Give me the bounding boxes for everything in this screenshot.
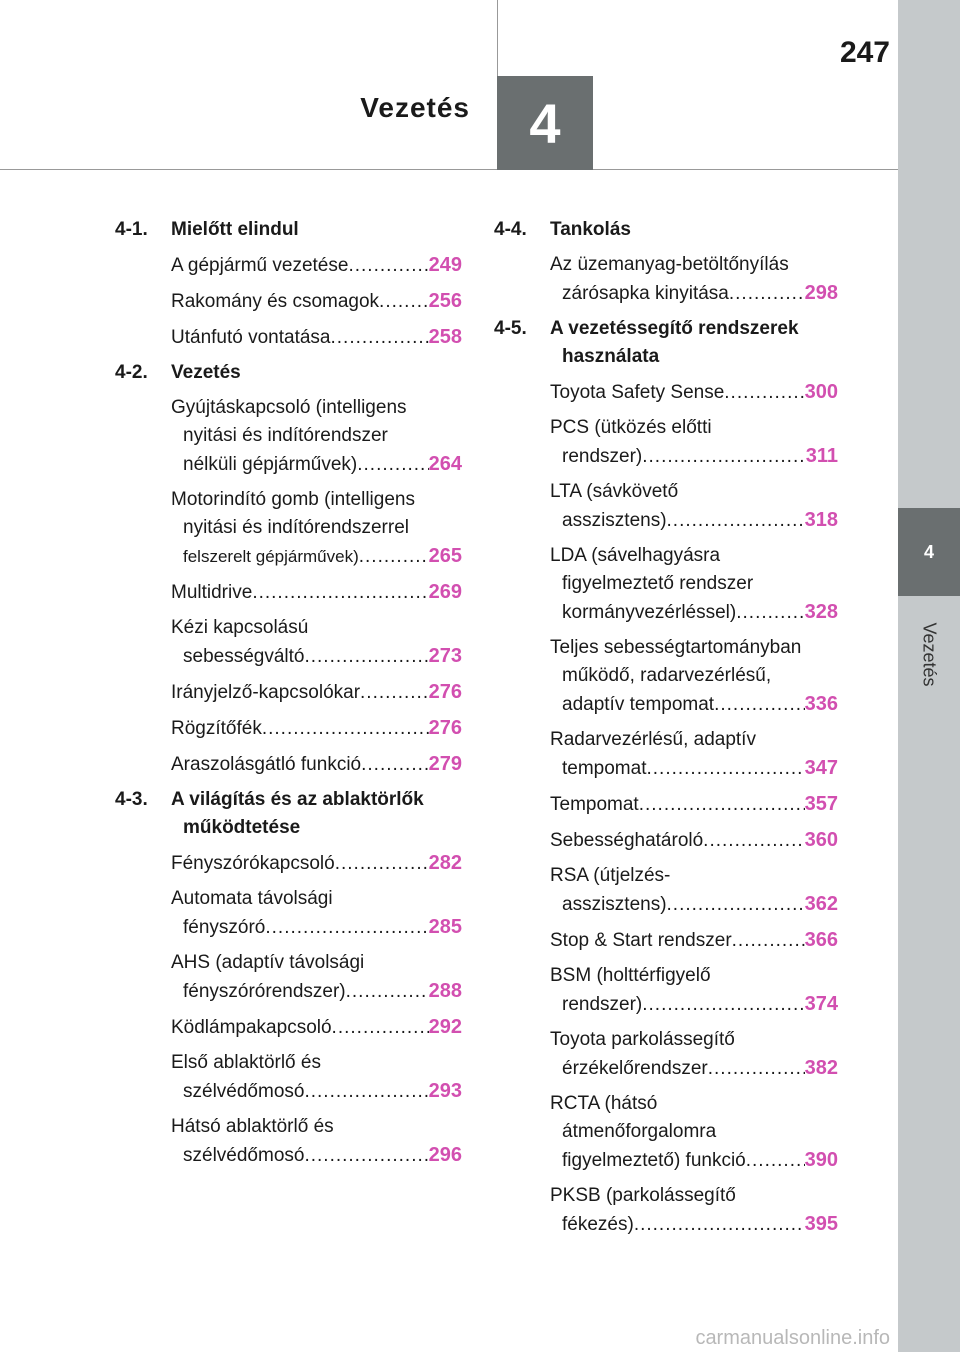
toc-entry[interactable]	[550, 542, 838, 627]
entry-text: fényszórórendszer)	[183, 981, 346, 1002]
dot-leader	[304, 1142, 428, 1170]
entry-text: Tempomat	[550, 794, 639, 815]
page-link[interactable]: 282	[428, 852, 462, 874]
toc-entry[interactable]	[171, 678, 462, 707]
entry-last-line	[171, 450, 462, 479]
toc-entry[interactable]	[550, 378, 838, 407]
entry-text: Rakomány és csomagok	[171, 291, 380, 312]
page-link[interactable]: 318	[804, 509, 838, 531]
section-title-line: használata	[562, 346, 660, 367]
entry-text: fényszóró	[183, 917, 266, 938]
dot-leader	[642, 443, 805, 471]
entry-last-line	[171, 714, 462, 743]
entry-text-line: Kézi kapcsolású	[171, 617, 309, 638]
entry-last-line	[171, 750, 462, 779]
page-link[interactable]: 328	[804, 601, 838, 623]
entry-text: fékezés)	[562, 1214, 634, 1235]
dot-leader	[361, 751, 429, 779]
page-link[interactable]: 288	[428, 980, 462, 1002]
toc-section	[115, 216, 462, 244]
dot-leader	[724, 379, 804, 407]
toc-entry[interactable]	[171, 578, 462, 607]
entry-text: felszerelt gépjárművek)	[183, 547, 359, 566]
entry-last-line	[550, 1210, 838, 1239]
page-link[interactable]: 264	[428, 453, 462, 475]
entry-text: Araszolásgátló funkció	[171, 754, 362, 775]
toc-entry[interactable]	[171, 849, 462, 878]
footer-watermark: carmanualsonline.info	[695, 1327, 890, 1349]
section-number: 4-2.	[115, 362, 148, 383]
entry-text: Fényszórókapcsoló	[171, 853, 335, 874]
entry-text: Stop & Start rendszer	[550, 930, 732, 951]
page-link[interactable]: 336	[804, 693, 838, 715]
page-link[interactable]: 276	[428, 717, 462, 739]
entry-text: rendszer)	[562, 994, 643, 1015]
header-divider-horizontal	[0, 169, 898, 170]
entry-last-line	[171, 977, 462, 1006]
entry-text: zárósapka kinyitása	[562, 283, 729, 304]
toc-entry[interactable]	[171, 323, 462, 352]
section-title-line: Vezetés	[171, 362, 241, 383]
toc-entry[interactable]	[550, 962, 838, 1019]
entry-last-line	[550, 826, 838, 855]
page-link[interactable]: 265	[428, 545, 462, 567]
entry-last-line	[550, 926, 838, 955]
entry-last-line	[171, 849, 462, 878]
entry-text-line: nyitási és indítórendszerrel	[183, 517, 409, 538]
dot-leader	[667, 507, 805, 535]
dot-leader	[634, 1211, 805, 1239]
entry-text-line: BSM (holttérfigyelő	[550, 965, 711, 986]
section-number: 4-1.	[115, 219, 148, 240]
entry-text: érzékelőrendszer	[562, 1058, 708, 1079]
page-link[interactable]: 298	[804, 282, 838, 304]
dot-leader	[252, 579, 428, 607]
side-tab-label	[898, 604, 960, 704]
toc-entry[interactable]	[171, 885, 462, 942]
section-title-line: A világítás és az ablaktörlők	[171, 789, 424, 810]
entry-text-line: Automata távolsági	[171, 888, 333, 909]
dot-leader	[265, 914, 428, 942]
entry-text-line: Teljes sebességtartományban	[550, 637, 802, 658]
dot-leader	[646, 755, 804, 783]
dot-leader	[348, 252, 428, 280]
dot-leader	[304, 1078, 428, 1106]
dot-leader	[335, 850, 429, 878]
entry-text: figyelmeztető) funkció	[562, 1150, 746, 1171]
dot-leader	[746, 1147, 805, 1175]
entry-text-line: Gyújtáskapcsoló (intelligens	[171, 397, 407, 418]
toc-section	[494, 315, 838, 371]
toc-entry[interactable]	[550, 1182, 838, 1239]
toc-entry[interactable]	[171, 949, 462, 1006]
dot-leader	[262, 715, 429, 743]
entry-text: Irányjelző-kapcsolókar	[171, 682, 361, 703]
entry-text: Sebességhatároló	[550, 830, 704, 851]
page-link[interactable]: 256	[428, 290, 462, 312]
dot-leader	[729, 280, 805, 308]
entry-text: nélküli gépjárművek)	[183, 454, 358, 475]
entry-text: szélvédőmosó	[183, 1081, 305, 1102]
dot-leader	[360, 679, 429, 707]
dot-leader	[703, 827, 804, 855]
entry-text: Utánfutó vontatása	[171, 327, 331, 348]
entry-last-line	[550, 506, 838, 535]
entry-last-line	[171, 287, 462, 316]
page-link[interactable]: 300	[804, 381, 838, 403]
entry-text: szélvédőmosó	[183, 1145, 305, 1166]
page-link[interactable]: 347	[804, 757, 838, 779]
page-link[interactable]: 285	[428, 916, 462, 938]
dot-leader	[639, 791, 805, 819]
entry-text-line: Az üzemanyag-betöltőnyílás	[550, 254, 789, 275]
toc-entry[interactable]	[550, 1090, 838, 1175]
toc-entry[interactable]	[550, 862, 838, 919]
entry-text-line: PCS (ütközés előtti	[550, 417, 712, 438]
dot-leader	[332, 1014, 429, 1042]
entry-last-line	[550, 990, 838, 1019]
page-link[interactable]: 382	[804, 1057, 838, 1079]
section-title-line: Mielőtt elindul	[171, 219, 299, 240]
entry-last-line	[171, 251, 462, 280]
entry-last-line	[550, 1054, 838, 1083]
toc-entry[interactable]	[550, 634, 838, 719]
dot-leader	[714, 691, 805, 719]
page-link[interactable]: 366	[804, 929, 838, 951]
chapter-title: Vezetés	[360, 92, 470, 123]
entry-last-line	[550, 378, 838, 407]
toc-entry[interactable]	[550, 1026, 838, 1083]
page-link[interactable]: 357	[804, 793, 838, 815]
entry-text: Multidrive	[171, 582, 253, 603]
entry-last-line	[550, 598, 838, 627]
entry-text-line: RCTA (hátsó	[550, 1093, 658, 1114]
entry-last-line	[171, 1013, 462, 1042]
entry-text: Rögzítőfék	[171, 718, 262, 739]
entry-text: asszisztens)	[562, 894, 667, 915]
page-link[interactable]: 311	[805, 445, 838, 467]
entry-text: kormányvezérléssel)	[562, 602, 737, 623]
section-title-line: működtetése	[183, 817, 301, 838]
page-link[interactable]: 273	[428, 645, 462, 667]
dot-leader	[732, 927, 805, 955]
dot-leader	[331, 324, 429, 352]
entry-last-line	[550, 442, 838, 471]
entry-last-line	[550, 1146, 838, 1175]
entry-text-line: AHS (adaptív távolsági	[171, 952, 365, 973]
entry-last-line	[171, 678, 462, 707]
entry-text: Toyota Safety Sense	[550, 382, 725, 403]
dot-leader	[642, 991, 804, 1019]
toc-entry[interactable]	[550, 414, 838, 471]
toc-left-column	[115, 216, 462, 1177]
entry-last-line	[550, 754, 838, 783]
entry-text-line: figyelmeztető rendszer	[562, 573, 754, 594]
entry-last-line	[171, 323, 462, 352]
header-divider-vertical	[497, 0, 498, 78]
toc-entry[interactable]	[171, 486, 462, 571]
page-link[interactable]: 276	[428, 681, 462, 703]
page-number: 247	[839, 36, 890, 69]
entry-text-line: LTA (sávkövető	[550, 481, 679, 502]
toc-entry[interactable]	[171, 1013, 462, 1042]
entry-text: rendszer)	[562, 446, 643, 467]
dot-leader	[346, 978, 429, 1006]
entry-text-line: nyitási és indítórendszer	[183, 425, 388, 446]
entry-last-line	[171, 1077, 462, 1106]
section-title	[171, 786, 424, 842]
dot-leader	[667, 891, 805, 919]
entry-last-line	[550, 279, 838, 308]
entry-text-line: Első ablaktörlő és	[171, 1052, 321, 1073]
entry-text: Ködlámpakapcsoló	[171, 1017, 332, 1038]
entry-text-line: Motorindító gomb (intelligens	[171, 489, 415, 510]
entry-text: asszisztens)	[562, 510, 667, 531]
page-link[interactable]: 279	[428, 753, 462, 775]
dot-leader	[304, 643, 428, 671]
toc-entry[interactable]	[171, 394, 462, 479]
chapter-number-box: 4	[497, 76, 593, 170]
page-link[interactable]: 296	[428, 1144, 462, 1166]
entry-last-line	[171, 642, 462, 671]
dot-leader	[359, 543, 429, 571]
dot-leader	[357, 451, 428, 479]
side-tab-label-text: Vezetés	[919, 621, 940, 687]
toc-entry[interactable]	[171, 251, 462, 280]
dot-leader	[736, 599, 804, 627]
toc-entry[interactable]	[171, 614, 462, 671]
entry-last-line	[550, 690, 838, 719]
toc-section	[115, 786, 462, 842]
section-number: 4-4.	[494, 219, 527, 240]
entry-text: adaptív tempomat	[562, 694, 715, 715]
section-title-line: A vezetéssegítő rendszerek	[550, 318, 799, 339]
toc-entry[interactable]	[171, 714, 462, 743]
page-link[interactable]: 362	[804, 893, 838, 915]
section-title-line: Tankolás	[550, 219, 631, 240]
entry-text: A gépjármű vezetése	[171, 255, 349, 276]
section-title	[550, 315, 799, 371]
entry-text: sebességváltó	[183, 646, 305, 667]
side-tab-chapter-number[interactable]: 4	[898, 508, 960, 596]
page-link[interactable]: 258	[428, 326, 462, 348]
page-link[interactable]: 390	[804, 1149, 838, 1171]
toc-entry[interactable]	[171, 750, 462, 779]
dot-leader	[379, 288, 429, 316]
entry-text-line: Toyota parkolássegítő	[550, 1029, 735, 1050]
section-title	[171, 216, 299, 244]
toc-entry[interactable]	[550, 251, 838, 308]
toc-entry[interactable]	[550, 826, 838, 855]
section-title	[171, 359, 241, 387]
toc-section	[494, 216, 838, 244]
entry-last-line	[171, 578, 462, 607]
entry-last-line	[550, 890, 838, 919]
toc-entry[interactable]	[550, 478, 838, 535]
entry-text-line: működő, radarvezérlésű,	[562, 665, 772, 686]
page-link[interactable]: 292	[428, 1016, 462, 1038]
section-title	[550, 216, 631, 244]
page-link[interactable]: 269	[428, 581, 462, 603]
page-link[interactable]: 374	[804, 993, 838, 1015]
toc-entry[interactable]	[550, 726, 838, 783]
page-link[interactable]: 360	[804, 829, 838, 851]
toc-entry[interactable]	[550, 790, 838, 819]
entry-last-line	[171, 1141, 462, 1170]
section-number: 4-3.	[115, 789, 148, 810]
page-link[interactable]: 249	[428, 254, 462, 276]
entry-text-line: Radarvezérlésű, adaptív	[550, 729, 756, 750]
entry-text-line: PKSB (parkolássegítő	[550, 1185, 736, 1206]
toc-entry[interactable]	[171, 287, 462, 316]
entry-text-line: RSA (útjelzés-	[550, 865, 671, 886]
entry-last-line	[550, 790, 838, 819]
entry-text-line: átmenőforgalomra	[562, 1121, 717, 1142]
toc-entry[interactable]	[550, 926, 838, 955]
section-number: 4-5.	[494, 318, 527, 339]
dot-leader	[708, 1055, 805, 1083]
toc-entry[interactable]	[171, 1113, 462, 1170]
entry-text: tempomat	[562, 758, 647, 779]
page-link[interactable]: 293	[428, 1080, 462, 1102]
entry-last-line	[171, 913, 462, 942]
page-link[interactable]: 395	[804, 1213, 838, 1235]
toc-right-column	[494, 216, 838, 1246]
toc-section	[115, 359, 462, 387]
toc-entry[interactable]	[171, 1049, 462, 1106]
entry-text-line: Hátsó ablaktörlő és	[171, 1116, 334, 1137]
entry-text-line: LDA (sávelhagyásra	[550, 545, 721, 566]
entry-last-line	[171, 542, 462, 571]
